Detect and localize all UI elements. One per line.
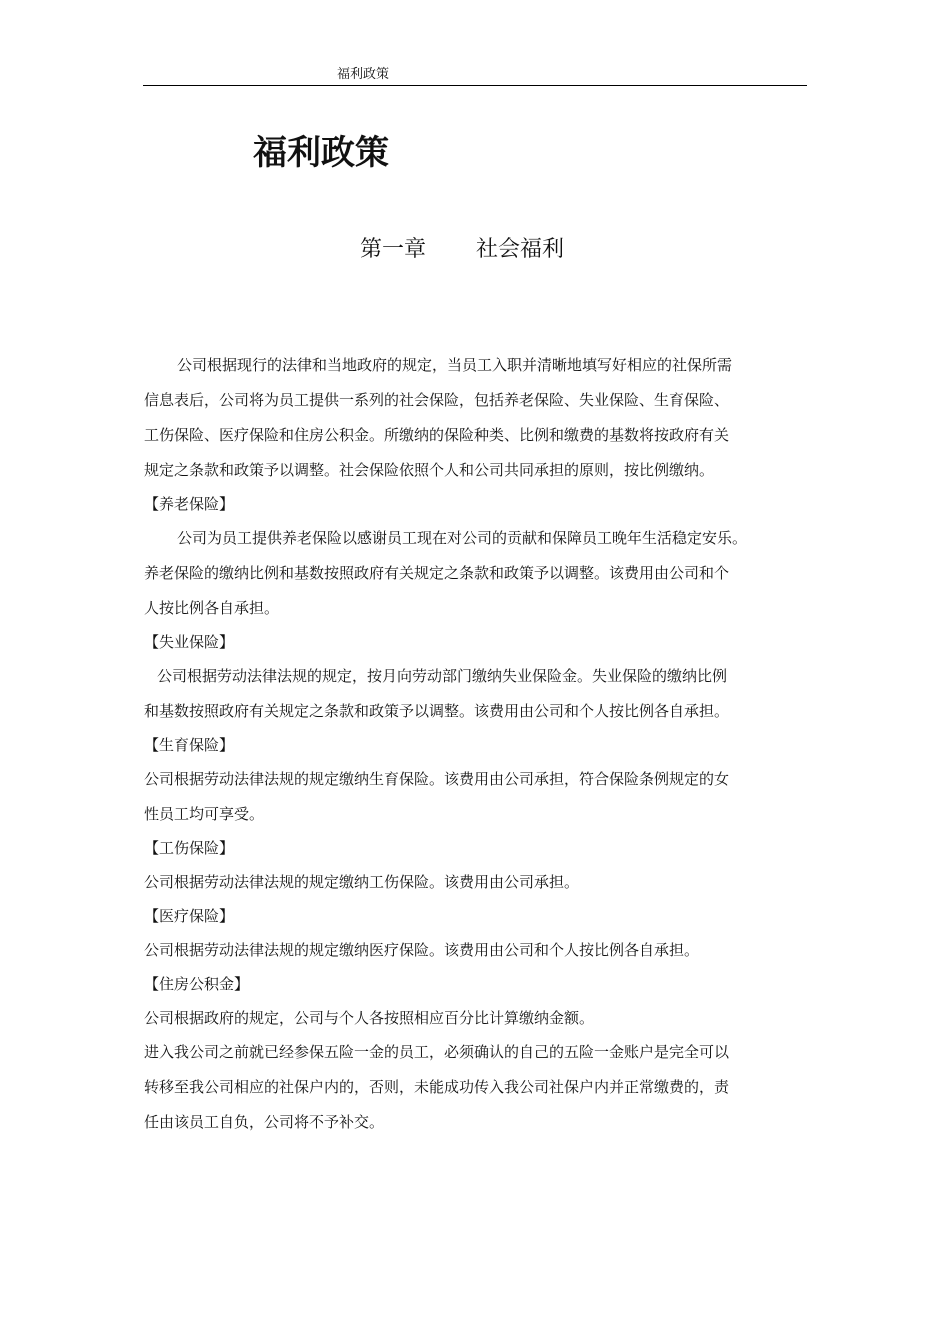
paragraph-line: 养老保险的缴纳比例和基数按照政府有关规定之条款和政策予以调整。该费用由公司和个: [144, 564, 730, 582]
paragraph-line: 转移至我公司相应的社保户内的，否则，未能成功传入我公司社保户内并正常缴费的，责: [144, 1078, 730, 1096]
paragraph-line: 公司根据劳动法律法规的规定缴纳生育保险。该费用由公司承担，符合保险条例规定的女: [144, 770, 730, 788]
section-heading-pension: 【养老保险】: [144, 495, 235, 513]
paragraph-line: 人按比例各自承担。: [144, 599, 280, 617]
section-heading-housing-fund: 【住房公积金】: [144, 975, 250, 993]
document-title: 福利政策: [253, 133, 389, 173]
chapter-name: 社会福利: [476, 237, 565, 262]
intro-line: 规定之条款和政策予以调整。社会保险依照个人和公司共同承担的原则，按比例缴纳。: [144, 461, 715, 479]
chapter-number: 第一章: [360, 237, 427, 262]
paragraph-line: 进入我公司之前就已经参保五险一金的员工，必须确认的自己的五险一金账户是完全可以: [144, 1043, 730, 1061]
document-body: [144, 348, 808, 1140]
intro-line: 信息表后，公司将为员工提供一系列的社会保险，包括养老保险、失业保险、生育保险、: [144, 391, 730, 409]
paragraph-line: 公司根据劳动法律法规的规定，按月向劳动部门缴纳失业保险金。失业保险的缴纳比例: [157, 667, 728, 685]
paragraph-line: 公司根据劳动法律法规的规定缴纳工伤保险。该费用由公司承担。: [144, 873, 580, 891]
paragraph-line: 任由该员工自负，公司将不予补交。: [144, 1113, 385, 1131]
intro-line: 工伤保险、医疗保险和住房公积金。所缴纳的保险种类、比例和缴费的基数将按政府有关: [144, 426, 730, 444]
intro-line: 公司根据现行的法律和当地政府的规定，当员工入职并清晰地填写好相应的社保所需: [177, 356, 733, 374]
paragraph-line: 公司根据劳动法律法规的规定缴纳医疗保险。该费用由公司和个人按比例各自承担。: [144, 941, 700, 959]
chapter-heading: [360, 234, 564, 266]
paragraph-line: 性员工均可享受。: [144, 805, 265, 823]
section-heading-injury: 【工伤保险】: [144, 839, 235, 857]
header-rule: [143, 85, 807, 86]
section-heading-maternity: 【生育保险】: [144, 736, 235, 754]
section-heading-medical: 【医疗保险】: [144, 907, 235, 925]
section-heading-unemployment: 【失业保险】: [144, 633, 235, 651]
paragraph-line: 公司根据政府的规定，公司与个人各按照相应百分比计算缴纳金额。: [144, 1009, 595, 1027]
paragraph-line: 和基数按照政府有关规定之条款和政策予以调整。该费用由公司和个人按比例各自承担。: [144, 702, 730, 720]
running-header: 福利政策: [337, 67, 390, 82]
paragraph-line: 公司为员工提供养老保险以感谢员工现在对公司的贡献和保障员工晚年生活稳定安乐。: [177, 529, 748, 547]
